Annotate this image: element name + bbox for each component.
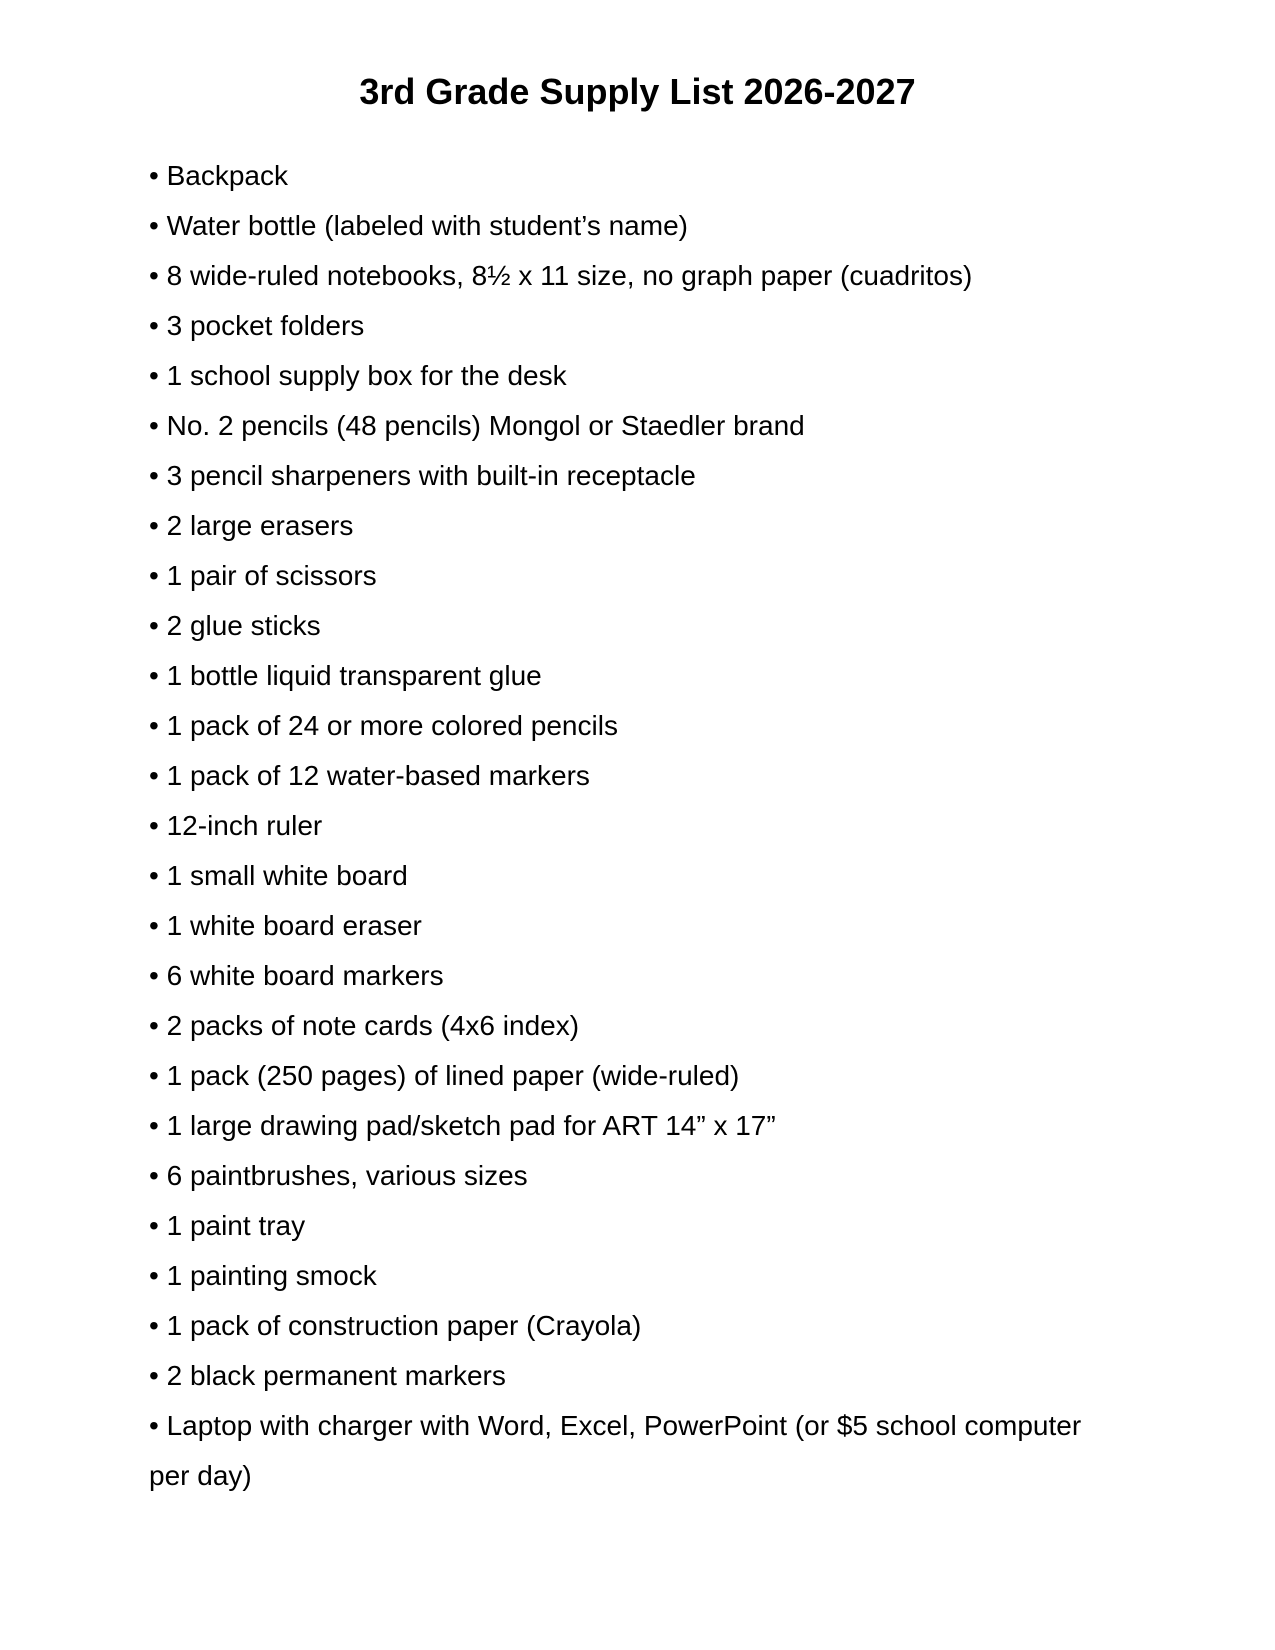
list-item-text: 1 large drawing pad/sketch pad for ART 14” x 17” bbox=[166, 1110, 776, 1141]
list-item-text: 1 small white board bbox=[166, 860, 408, 891]
list-item-text: 3 pencil sharpeners with built-in receptacle bbox=[166, 460, 696, 491]
bullet-icon: • bbox=[149, 1260, 159, 1291]
list-item bbox=[149, 501, 1129, 551]
list-item bbox=[149, 951, 1129, 1001]
list-item-text: 2 glue sticks bbox=[166, 610, 321, 641]
supply-list bbox=[149, 151, 1129, 1501]
list-item-text: 1 bottle liquid transparent glue bbox=[166, 660, 542, 691]
bullet-icon: • bbox=[149, 1110, 159, 1141]
bullet-icon: • bbox=[149, 1160, 159, 1191]
list-item-text: 2 black permanent markers bbox=[166, 1360, 506, 1391]
list-item bbox=[149, 201, 1129, 251]
bullet-icon: • bbox=[149, 460, 159, 491]
bullet-icon: • bbox=[149, 1010, 159, 1041]
list-item bbox=[149, 151, 1129, 201]
bullet-icon: • bbox=[149, 360, 159, 391]
bullet-icon: • bbox=[149, 1360, 159, 1391]
bullet-icon: • bbox=[149, 810, 159, 841]
list-item-text: No. 2 pencils (48 pencils) Mongol or Staedler brand bbox=[166, 410, 805, 441]
bullet-icon: • bbox=[149, 760, 159, 791]
list-item bbox=[149, 1001, 1129, 1051]
list-item-text: 1 pack of 24 or more colored pencils bbox=[166, 710, 618, 741]
list-item-text: 2 large erasers bbox=[166, 510, 354, 541]
list-item bbox=[149, 351, 1129, 401]
list-item bbox=[149, 851, 1129, 901]
list-item-text: Backpack bbox=[166, 160, 288, 191]
bullet-icon: • bbox=[149, 710, 159, 741]
list-item bbox=[149, 701, 1129, 751]
list-item bbox=[149, 601, 1129, 651]
list-item bbox=[149, 1151, 1129, 1201]
bullet-icon: • bbox=[149, 660, 159, 691]
list-item bbox=[149, 651, 1129, 701]
list-item-text: 1 pack (250 pages) of lined paper (wide-ruled) bbox=[166, 1060, 740, 1091]
list-item-text: 6 white board markers bbox=[166, 960, 444, 991]
list-item bbox=[149, 1051, 1129, 1101]
list-item bbox=[149, 1101, 1129, 1151]
list-item bbox=[149, 1351, 1129, 1401]
bullet-icon: • bbox=[149, 510, 159, 541]
list-item-text: 6 paintbrushes, various sizes bbox=[166, 1160, 528, 1191]
bullet-icon: • bbox=[149, 560, 159, 591]
list-item-text: 1 pair of scissors bbox=[166, 560, 377, 591]
bullet-icon: • bbox=[149, 1210, 159, 1241]
list-item bbox=[149, 1251, 1129, 1301]
list-item-text: 1 school supply box for the desk bbox=[166, 360, 567, 391]
list-item bbox=[149, 251, 1129, 301]
list-item-text: 1 pack of construction paper (Crayola) bbox=[166, 1310, 642, 1341]
bullet-icon: • bbox=[149, 160, 159, 191]
list-item-text: 1 white board eraser bbox=[166, 910, 422, 941]
bullet-icon: • bbox=[149, 310, 159, 341]
list-item bbox=[149, 1201, 1129, 1251]
bullet-icon: • bbox=[149, 210, 159, 241]
bullet-icon: • bbox=[149, 910, 159, 941]
list-item-text: 1 pack of 12 water-based markers bbox=[166, 760, 590, 791]
bullet-icon: • bbox=[149, 960, 159, 991]
page-title: 3rd Grade Supply List 2026-2027 bbox=[359, 71, 916, 112]
bullet-icon: • bbox=[149, 1310, 159, 1341]
list-item bbox=[149, 1301, 1129, 1351]
list-item bbox=[149, 451, 1129, 501]
list-item-text: 2 packs of note cards (4x6 index) bbox=[166, 1010, 580, 1041]
bullet-icon: • bbox=[149, 1060, 159, 1091]
list-item bbox=[149, 401, 1129, 451]
list-item bbox=[149, 1401, 1129, 1501]
list-item bbox=[149, 801, 1129, 851]
list-item-text: Water bottle (labeled with student’s name) bbox=[166, 210, 688, 241]
bullet-icon: • bbox=[149, 1410, 159, 1441]
list-item-text: 8 wide-ruled notebooks, 8½ x 11 size, no graph paper (cuadritos) bbox=[166, 260, 973, 291]
bullet-icon: • bbox=[149, 860, 159, 891]
list-item-text: 12-inch ruler bbox=[166, 810, 323, 841]
list-item-text: 1 paint tray bbox=[166, 1210, 306, 1241]
list-item bbox=[149, 751, 1129, 801]
bullet-icon: • bbox=[149, 410, 159, 441]
list-item-text: 3 pocket folders bbox=[166, 310, 365, 341]
list-item-text: 1 painting smock bbox=[166, 1260, 377, 1291]
list-item bbox=[149, 301, 1129, 351]
list-item-text: Laptop with charger with Word, Excel, PowerPoint (or $5 school computer per day) bbox=[149, 1410, 1082, 1491]
list-item bbox=[149, 551, 1129, 601]
list-item bbox=[149, 901, 1129, 951]
bullet-icon: • bbox=[149, 260, 159, 291]
bullet-icon: • bbox=[149, 610, 159, 641]
